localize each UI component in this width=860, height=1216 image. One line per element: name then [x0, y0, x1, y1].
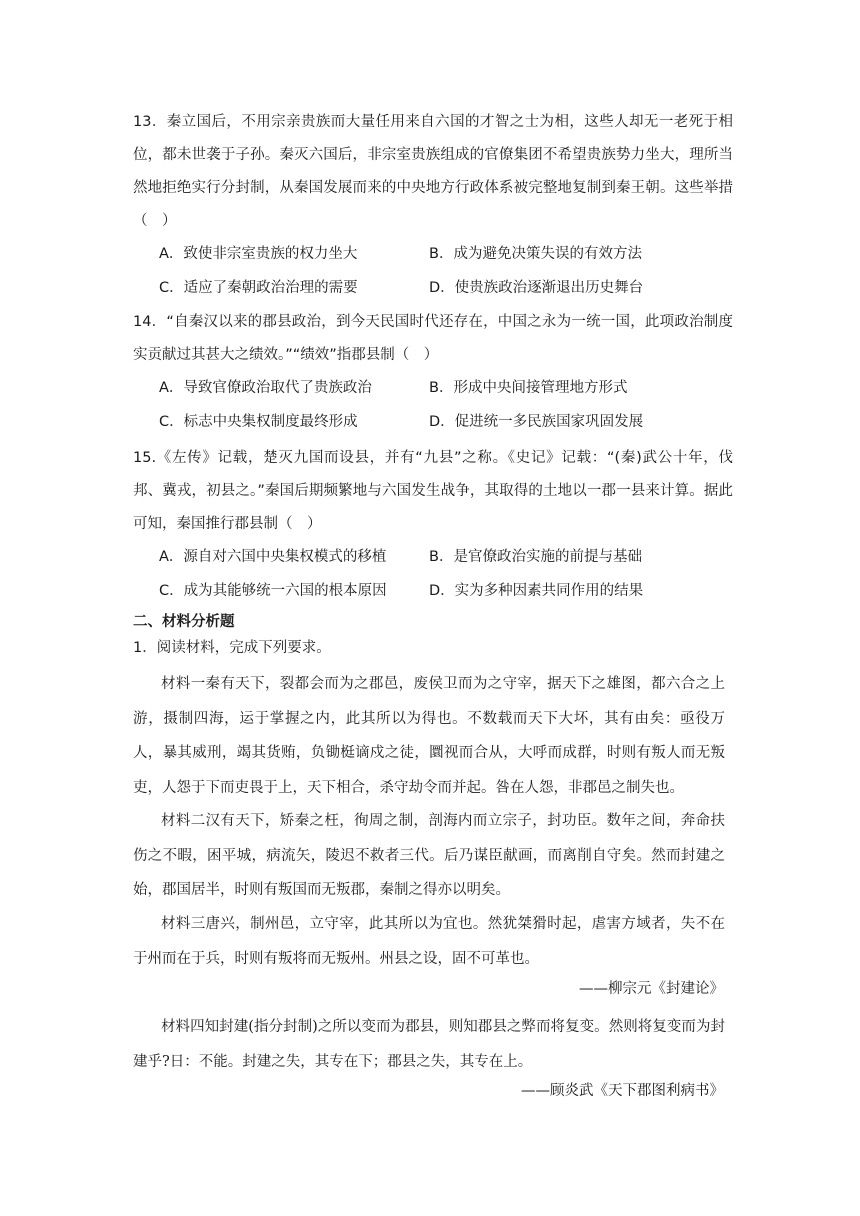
- question-13: [133, 106, 733, 305]
- option-b: B．形成中央间接管理地方形式: [429, 380, 628, 396]
- option-a: A．导致官僚政治取代了贵族政治: [159, 380, 372, 396]
- option-a: A．致使非宗室贵族的权力坐大: [159, 246, 358, 262]
- citation-liu-zongyuan: ——柳宗元《封建论》: [579, 981, 724, 997]
- material-4: 材料四知封建(指分封制)之所以变而为郡县，则知郡县之弊而将复变。然则将复变而为封建乎?日：不能。封建之失，其专在下；郡县之失，其专在上。: [133, 1019, 725, 1070]
- option-d: D．实为多种因素共同作用的结果: [429, 582, 644, 599]
- option-b: B．成为避免决策失误的有效方法: [429, 246, 642, 262]
- option-list: [159, 238, 733, 305]
- option-c: C．适应了秦朝政治治理的需要: [159, 279, 358, 296]
- section-title: 二、材料分析题: [133, 614, 235, 630]
- option-a: A．源自对六国中央集权模式的移植: [159, 549, 387, 565]
- citation-gu-yanwu: ——顾炎武《天下郡图利病书》: [521, 1083, 724, 1099]
- material-2: 材料二汉有天下，矫秦之枉，徇周之制，剖海内而立宗子，封功臣。数年之间，奔命扶伤之不暇，困平城，病流矢，陵迟不救者三代。后乃谋臣献画，而离削自守矣。然而封建之始，郡国居半，时则有叛国而无叛郡，秦制之得亦以明矣。: [133, 813, 725, 898]
- option-c: C．成为其能够统一六国的根本原因: [159, 582, 387, 599]
- question-14: [133, 306, 733, 439]
- material-1: 材料一秦有天下，裂都会而为之郡邑，废侯卫而为之守宰，据天下之雄图，都六合之上游，摄制四海，运于掌握之内，此其所以为得也。不数载而天下大坏，其有由矣：亟役万人，暴其威刑，竭其货贿，负锄梃谪戍之徒，圜视而合从，大呼而成群，时则有叛人而无叛吏，人怨于下而吏畏于上，天下相合，杀守劫令而并起。咎在人怨，非郡邑之制失也。: [133, 676, 725, 796]
- option-list: [159, 541, 733, 608]
- option-b: B．是官僚政治实施的前提与基础: [429, 549, 642, 565]
- material-3: 材料三唐兴，制州邑，立守宰，此其所以为宜也。然犹桀猾时起，虐害方域者，失不在于州而在于兵，时则有叛将而无叛州。州县之设，固不可革也。: [133, 916, 725, 967]
- sub-question-title: 1．阅读材料，完成下列要求。: [133, 640, 331, 656]
- question-15: [133, 442, 733, 608]
- option-d: D．促进统一多民族国家巩固发展: [429, 413, 644, 430]
- option-c: C．标志中央集权制度最终形成: [159, 413, 358, 430]
- question-stem: 15.《左传》记载，楚灭九国而设县，并有“九县”之称。《史记》记载：“(秦)武公十年，伐邦、冀戎，初县之。”秦国后期频繁地与六国发生战争，其取得的土地以一郡一县来计算。据此可知，秦国推行郡县制（ ）: [133, 450, 733, 532]
- option-list: [159, 372, 733, 439]
- option-d: D．使贵族政治逐渐退出历史舞台: [429, 279, 644, 296]
- question-stem: 14．“自秦汉以来的郡县政治，到今天民国时代还存在，中国之永为一统一国，此项政治制度实贡献过其甚大之绩效。”“绩效”指郡县制（ ）: [133, 314, 733, 363]
- question-stem: 13．秦立国后，不用宗亲贵族而大量任用来自六国的才智之士为相，这些人却无一老死于相位，都未世袭于子孙。秦灭六国后，非宗室贵族组成的官僚集团不希望贵族势力坐大，理所当然地拒绝实行分封制，从秦国发展而来的中央地方行政体系被完整地复制到秦王朝。这些举措（ ）: [133, 114, 733, 229]
